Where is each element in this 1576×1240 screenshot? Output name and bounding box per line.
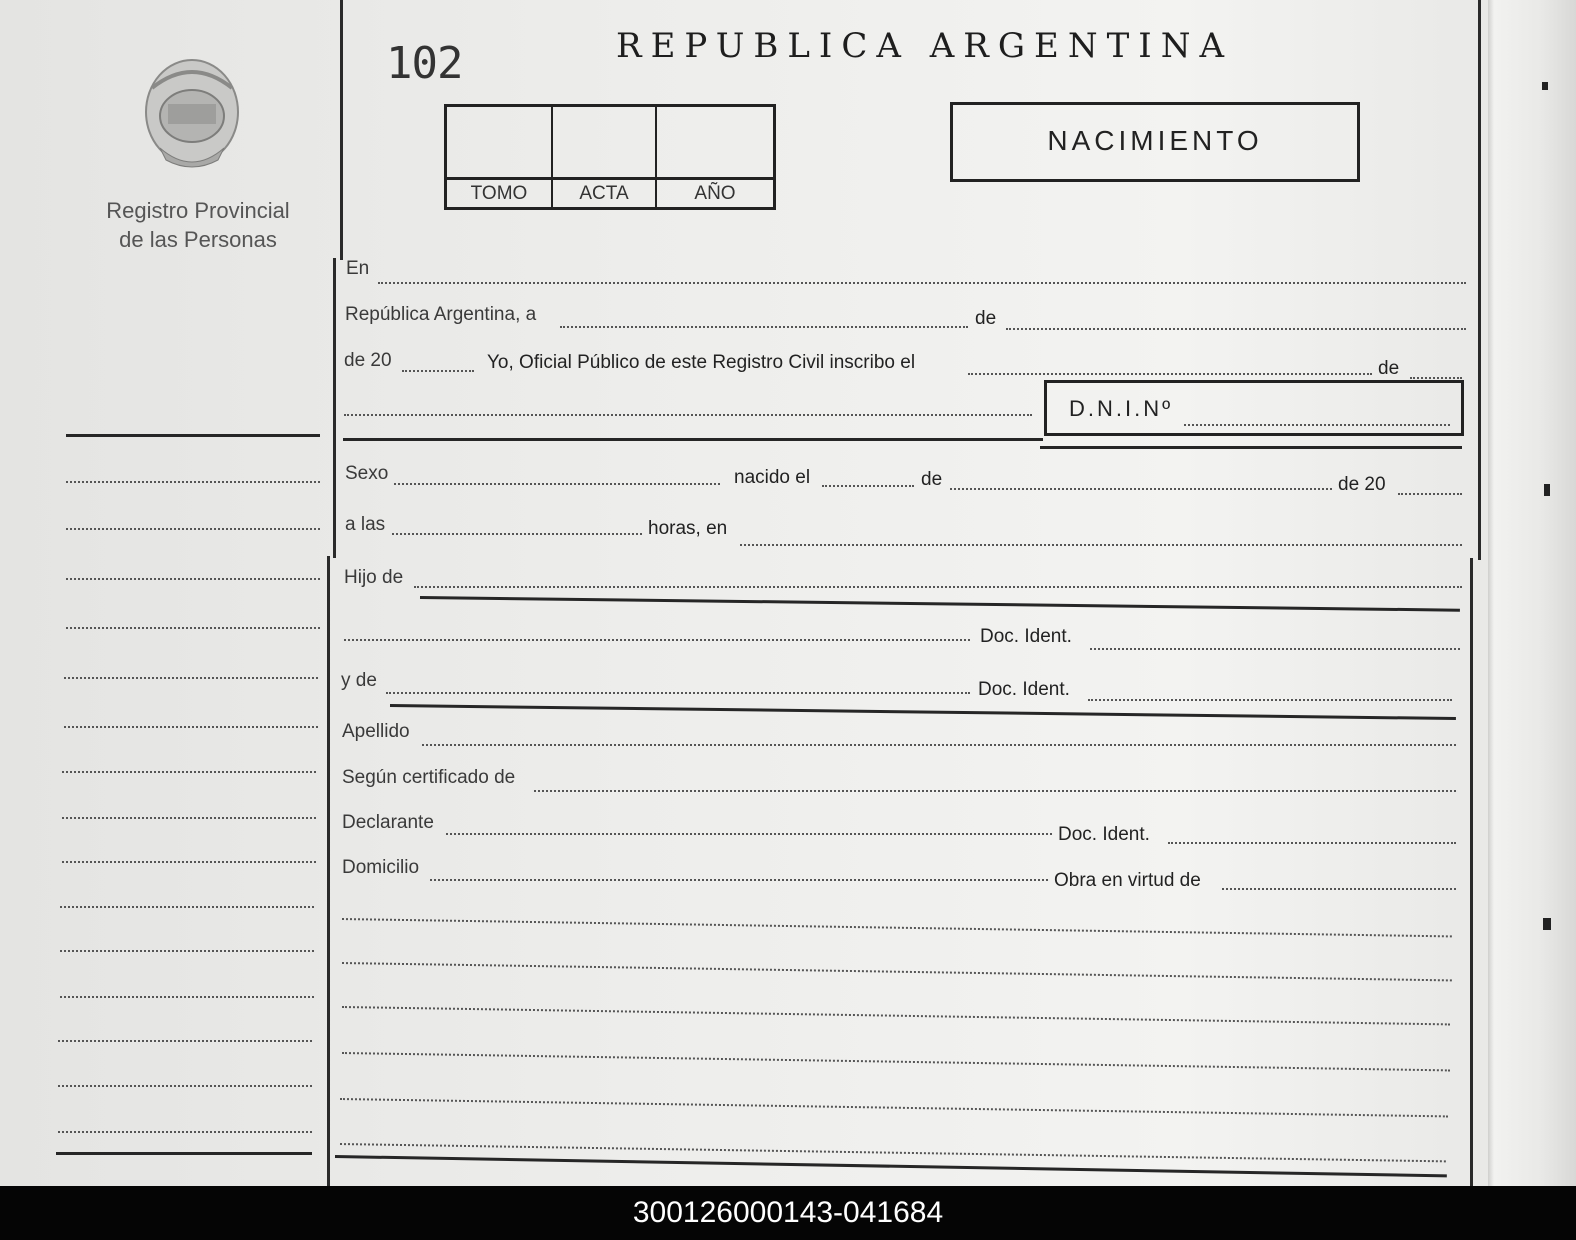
field-notes-line[interactable]	[342, 918, 1452, 937]
tomo-cell[interactable]	[447, 107, 553, 177]
label-en: En	[346, 258, 370, 279]
column-divider	[333, 258, 336, 558]
margin-line	[64, 726, 318, 728]
field-declarante[interactable]	[446, 833, 1052, 835]
scan-speck	[1542, 82, 1548, 90]
margin-line	[62, 861, 316, 863]
field-notes-line[interactable]	[342, 1052, 1450, 1071]
field-certificado[interactable]	[534, 790, 1456, 792]
tomo-label: TOMO	[447, 177, 553, 207]
field-parent-2[interactable]	[386, 692, 970, 694]
column-divider	[340, 0, 343, 260]
scan-speck	[1543, 918, 1551, 930]
field-sexo[interactable]	[394, 483, 720, 485]
field-year[interactable]	[402, 370, 474, 372]
label-nacido-el: nacido el	[734, 467, 811, 488]
acta-label: ACTA	[553, 177, 657, 207]
field-declarante-doc[interactable]	[1168, 842, 1456, 844]
section-rule	[343, 438, 1043, 441]
act-type-box: NACIMIENTO	[950, 102, 1360, 182]
registry-name-line2: de las Personas	[119, 227, 277, 252]
label-horas-en: horas, en	[648, 518, 728, 539]
ano-cell[interactable]	[657, 107, 773, 177]
label-doc-ident: Doc. Ident.	[1058, 824, 1150, 845]
act-number: 102	[386, 38, 463, 89]
field-notes-line[interactable]	[340, 1098, 1448, 1117]
field-parent-1-cont[interactable]	[344, 639, 970, 641]
label-yo-oficial: Yo, Oficial Público de este Registro Civil inscribo el	[487, 352, 916, 373]
field-parent-2-doc[interactable]	[1088, 699, 1452, 701]
label-a-las: a las	[345, 514, 386, 535]
field-notes-line[interactable]	[342, 962, 1452, 981]
label-y-de: y de	[341, 670, 377, 691]
field-birth-place[interactable]	[740, 544, 1462, 546]
field-hour[interactable]	[392, 533, 642, 535]
margin-line	[60, 996, 314, 998]
field-inscribo[interactable]	[968, 373, 1372, 375]
registry-name-line1: Registro Provincial	[106, 198, 290, 223]
field-inscribo-de[interactable]	[1410, 377, 1462, 379]
label-de: de	[921, 469, 943, 490]
page-title: REPUBLICA ARGENTINA	[616, 26, 1234, 66]
label-doc-ident: Doc. Ident.	[978, 679, 1070, 700]
margin-line	[64, 677, 318, 679]
margin-line	[66, 578, 320, 580]
label-de-20: de 20	[344, 350, 392, 371]
acta-cell[interactable]	[553, 107, 657, 177]
label-de: de	[975, 308, 997, 329]
section-rule	[420, 596, 1460, 612]
label-apellido: Apellido	[342, 721, 410, 742]
margin-line	[66, 627, 320, 629]
coat-of-arms-seal	[138, 52, 246, 176]
right-border	[1478, 0, 1481, 560]
field-apellido[interactable]	[422, 744, 1456, 746]
margin-line	[60, 950, 314, 952]
field-en[interactable]	[378, 282, 1466, 284]
field-dni[interactable]	[1184, 424, 1450, 426]
tomo-acta-ano-grid	[444, 104, 776, 210]
field-birth-year[interactable]	[1398, 493, 1462, 495]
document-id: 300126000143-041684	[632, 1196, 944, 1229]
label-sexo: Sexo	[345, 463, 389, 484]
margin-line	[58, 1085, 312, 1087]
column-divider	[327, 556, 330, 1186]
margin-line	[58, 1131, 312, 1133]
label-declarante: Declarante	[342, 812, 434, 833]
label-de-20: de 20	[1338, 474, 1386, 495]
field-month[interactable]	[1006, 328, 1466, 330]
margin-rule	[66, 434, 320, 437]
field-birth-month[interactable]	[950, 488, 1332, 490]
field-notes-line[interactable]	[342, 1006, 1450, 1025]
margin-line	[66, 528, 320, 530]
field-name-line[interactable]	[344, 414, 1032, 416]
label-republica-a: República Argentina, a	[345, 304, 537, 325]
margin-line	[60, 906, 314, 908]
margin-line	[58, 1040, 312, 1042]
right-border	[1470, 558, 1473, 1186]
label-dni: D.N.I.Nº	[1069, 396, 1174, 421]
label-domicilio: Domicilio	[342, 857, 420, 878]
ano-label: AÑO	[657, 177, 773, 207]
margin-line	[62, 771, 316, 773]
label-hijo-de: Hijo de	[344, 567, 404, 588]
margin-line	[62, 817, 316, 819]
section-rule	[1040, 446, 1462, 449]
page-edge	[1488, 0, 1576, 1186]
field-parent-1[interactable]	[414, 586, 1462, 588]
field-birth-day[interactable]	[822, 485, 914, 487]
field-day[interactable]	[560, 326, 968, 328]
field-parent-1-doc[interactable]	[1090, 648, 1460, 650]
margin-line	[66, 481, 320, 483]
section-rule	[390, 704, 1456, 720]
dni-box	[1044, 380, 1464, 436]
label-segun-certificado: Según certificado de	[342, 767, 516, 788]
field-domicilio[interactable]	[430, 879, 1048, 881]
scan-speck	[1544, 484, 1550, 496]
label-de: de	[1378, 358, 1400, 379]
label-obra-en-virtud: Obra en virtud de	[1054, 870, 1201, 891]
field-obra-en-virtud[interactable]	[1222, 888, 1456, 890]
margin-rule	[56, 1152, 312, 1155]
label-doc-ident: Doc. Ident.	[980, 626, 1072, 647]
